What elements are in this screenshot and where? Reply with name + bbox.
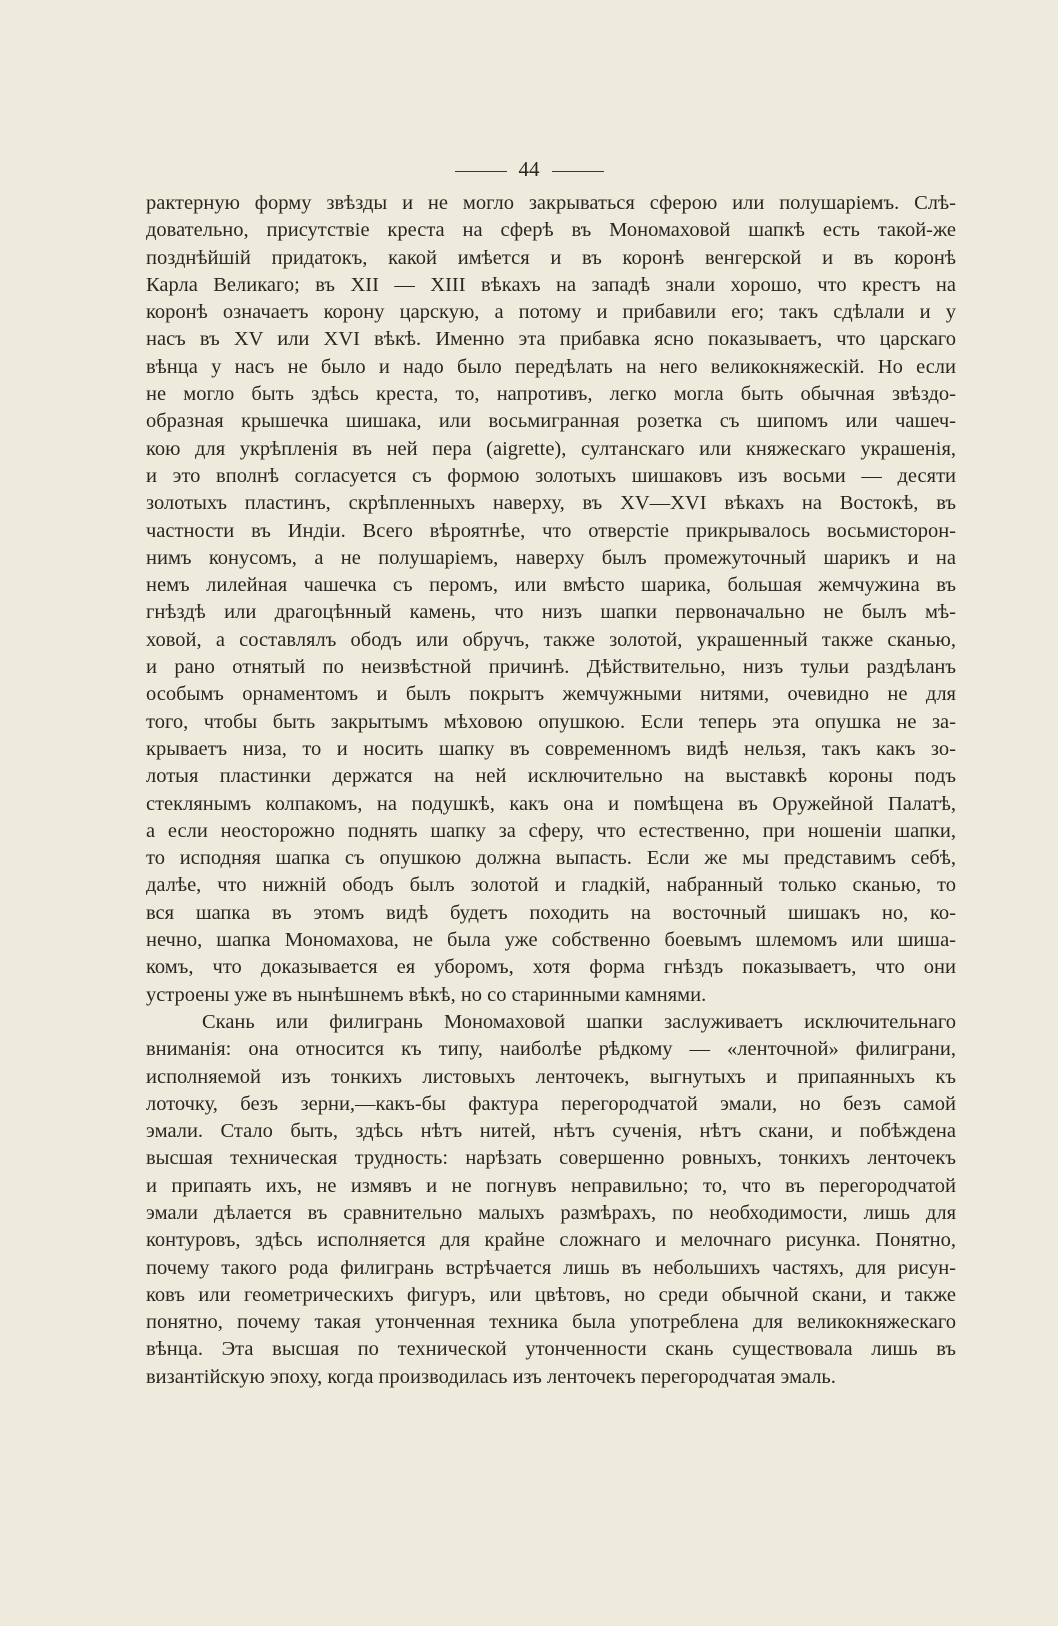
text-line: кою для укрѣпленія въ ней пера (aigrette), султанскаго или княжескаго украшенія, xyxy=(146,437,956,460)
text-line: образная крышечка шишака, или восьмигранная розетка съ шипомъ или чашеч- xyxy=(146,410,956,433)
text-line: то исподняя шапка съ опушкою должна выпасть. Если же мы представимъ себѣ, xyxy=(146,847,956,870)
text-line: и это вполнѣ согласуется съ формою золотыхъ шишаковъ изъ восьми — десяти xyxy=(146,464,956,487)
text-line: лоточку, безъ зерни,—какъ-бы фактура перегородчатой эмали, но безъ самой xyxy=(146,1092,956,1115)
text-line: нимъ конусомъ, а не полушаріемъ, наверху былъ промежуточный шарикъ и на xyxy=(146,546,956,569)
text-line: крываетъ низа, то и носить шапку въ современномъ видѣ нельзя, такъ какъ зо- xyxy=(146,737,956,760)
text-line: а если неосторожно поднять шапку за сферу, что естественно, при ношеніи шапки, xyxy=(146,819,956,842)
text-line: понятно, почему такая утонченная техника была употреблена для великокняжескаго xyxy=(146,1311,956,1334)
paragraph-2 xyxy=(146,1009,956,1391)
text-line: гнѣздѣ или драгоцѣнный камень, что низъ шапки первоначально не былъ мѣ- xyxy=(146,601,956,624)
text-line: контуровъ, здѣсь исполняется для крайне сложнаго и мелочнаго рисунка. Понятно, xyxy=(146,1229,956,1252)
page-number: 44 xyxy=(518,157,540,181)
text-line: насъ въ XV или XVI вѣкѣ. Именно эта прибавка ясно показываетъ, что царскаго xyxy=(146,328,956,351)
page-header xyxy=(0,155,1058,183)
text-line: стеклянымъ колпакомъ, на подушкѣ, какъ она и помѣщена въ Оружейной Палатѣ, xyxy=(146,792,956,815)
text-line: вѣнца у насъ не было и надо было передѣлать на него великокняжескій. Но если xyxy=(146,355,956,378)
text-line: исполняемой изъ тонкихъ листовыхъ ленточекъ, выгнутыхъ и припаянныхъ къ xyxy=(146,1065,956,1088)
text-line: вниманія: она относится къ типу, наиболѣе рѣдкому — «ленточной» филиграни, xyxy=(146,1038,956,1061)
text-line: того, чтобы быть закрытымъ мѣховою опушкою. Если теперь эта опушка не за- xyxy=(146,710,956,733)
text-line: немъ лилейная чашечка съ перомъ, или вмѣсто шарика, большая жемчужина въ xyxy=(146,574,956,597)
text-line: вся шапка въ этомъ видѣ будетъ походить на восточный шишакъ но, ко- xyxy=(146,901,956,924)
header-rule-right xyxy=(552,171,604,172)
text-line: высшая техническая трудность: нарѣзать совершенно ровныхъ, тонкихъ ленточекъ xyxy=(146,1147,956,1170)
text-line: довательно, присутствіе креста на сферѣ въ Мономаховой шапкѣ есть такой-же xyxy=(146,219,956,242)
text-line: Карла Великаго; въ XII — XIII вѣкахъ на западѣ знали хорошо, что крестъ на xyxy=(146,273,956,296)
text-line: и припаять ихъ, не измявъ и не погнувъ неправильно; то, что въ перегородчатой xyxy=(146,1174,956,1197)
text-line: Скань или филигрань Мономаховой шапки заслуживаетъ исключительнаго xyxy=(202,1010,956,1033)
text-line: и рано отнятый по неизвѣстной причинѣ. Дѣйствительно, низъ тульи раздѣланъ xyxy=(146,656,956,679)
text-line: комъ, что доказывается ея уборомъ, хотя форма гнѣздъ показываетъ, что они xyxy=(146,956,956,979)
text-line: особымъ орнаментомъ и былъ покрытъ жемчужными нитями, очевидно не для xyxy=(146,683,956,706)
text-line: эмали дѣлается въ сравнительно малыхъ размѣрахъ, по необходимости, лишь для xyxy=(146,1201,956,1224)
text-line: ковъ или геометрическихъ фигуръ, или цвѣтовъ, но среди обычной скани, и также xyxy=(146,1283,956,1306)
body-text xyxy=(146,190,956,1391)
text-line: ховой, а составлялъ ободъ или обручъ, также золотой, украшенный также сканью, xyxy=(146,628,956,651)
text-line: устроены уже въ нынѣшнемъ вѣкѣ, но со старинными камнями. xyxy=(146,983,707,1006)
header-rule-left xyxy=(455,171,507,172)
text-line: частности въ Индіи. Всего вѣроятнѣе, что отверстіе прикрывалось восьмисторон- xyxy=(146,519,956,542)
text-line: золотыхъ пластинъ, скрѣпленныхъ наверху, въ XV—XVI вѣкахъ на Востокѣ, въ xyxy=(146,492,956,515)
text-line: не могло быть здѣсь креста, то, напротивъ, легко могла быть обычная звѣздо- xyxy=(146,383,956,406)
text-line: нечно, шапка Мономахова, не была уже собственно боевымъ шлемомъ или шиша- xyxy=(146,929,956,952)
text-line: коронѣ означаетъ корону царскую, а потому и прибавили его; такъ сдѣлали и у xyxy=(146,301,956,324)
text-line: лотыя пластинки держатся на ней исключительно на выставкѣ короны подъ xyxy=(146,765,956,788)
text-line: византійскую эпоху, когда производилась изъ ленточекъ перегородчатая эмаль. xyxy=(146,1365,836,1388)
text-line: рактерную форму звѣзды и не могло закрываться сферою или полушаріемъ. Слѣ- xyxy=(146,192,956,214)
text-line: почему такого рода филигрань встрѣчается лишь въ небольшихъ частяхъ, для рисун- xyxy=(146,1256,956,1279)
text-line: далѣе, что нижній ободъ былъ золотой и гладкій, набранный только сканью, то xyxy=(146,874,956,897)
text-line: эмали. Стало быть, здѣсь нѣтъ нитей, нѣтъ сученія, нѣтъ скани, и побѣждена xyxy=(146,1120,956,1143)
text-line: позднѣйшій придатокъ, какой имѣется и въ коронѣ венгерской и въ коронѣ xyxy=(146,246,956,269)
paragraph-1 xyxy=(146,190,956,1009)
text-line: вѣнца. Эта высшая по технической утонченности скань существовала лишь въ xyxy=(146,1338,956,1361)
